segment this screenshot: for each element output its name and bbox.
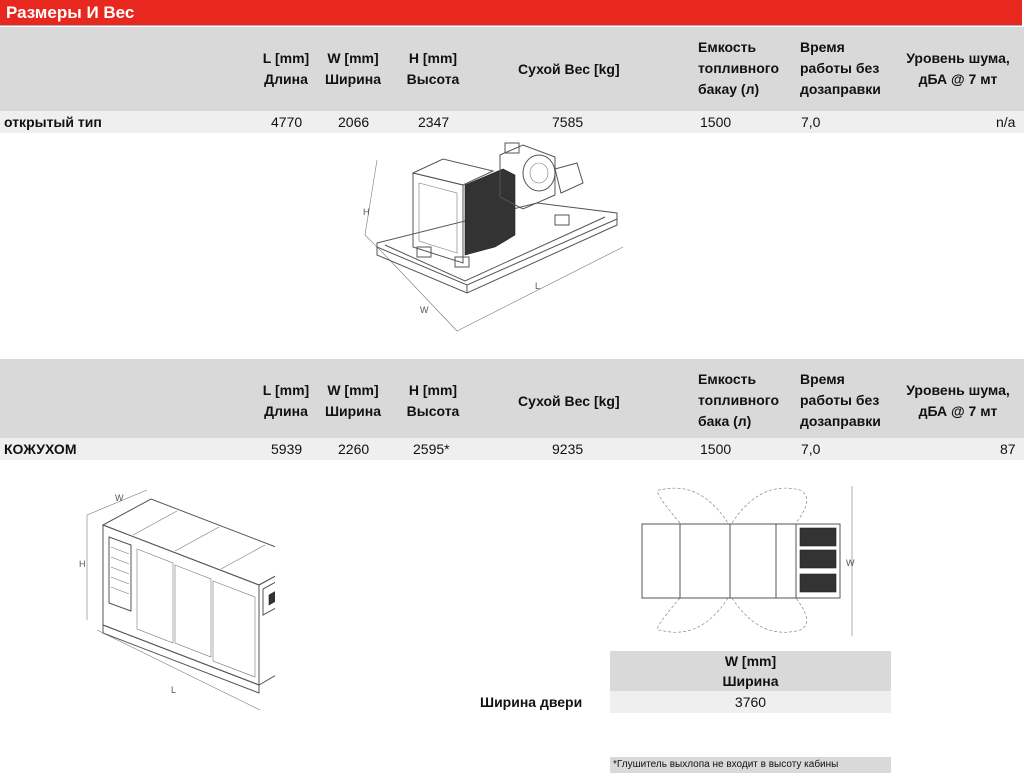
header-runtime: Время работы без дозаправки bbox=[800, 39, 881, 97]
cell-width: 2260 bbox=[338, 441, 370, 457]
footnote: *Глушитель выхлопа не входит в высоту кабины bbox=[610, 757, 891, 773]
top-view-width-dim-label: W bbox=[846, 558, 855, 568]
cell-width: 2066 bbox=[338, 114, 370, 130]
door-width-label: Ширина двери bbox=[480, 694, 583, 710]
header-width: W [mm] Ширина bbox=[324, 50, 382, 87]
cell-weight: 7585 bbox=[552, 114, 584, 130]
header-width: W [mm] Ширина bbox=[324, 382, 382, 419]
canopy-length-dim-label: L bbox=[171, 685, 177, 695]
canopy-width-dim-label: W bbox=[115, 493, 124, 503]
cell-weight: 9235 bbox=[552, 441, 584, 457]
cell-noise: n/a bbox=[996, 114, 1016, 130]
header-length: L [mm] Длина bbox=[262, 50, 310, 87]
header-length: L [mm] Длина bbox=[262, 382, 310, 419]
table-header-open bbox=[0, 27, 1024, 111]
cell-length: 4770 bbox=[271, 114, 303, 130]
cell-fuel: 1500 bbox=[700, 114, 732, 130]
header-noise: Уровень шума, дБА @ 7 мт bbox=[906, 382, 1010, 419]
row-label: открытый тип bbox=[4, 114, 102, 130]
length-dim-label: L bbox=[535, 281, 541, 291]
canopy-height-dim-label: H bbox=[79, 559, 86, 569]
cell-length: 5939 bbox=[271, 441, 303, 457]
height-dim-label: H bbox=[363, 207, 370, 217]
door-width-header: W [mm] Ширина bbox=[610, 651, 891, 691]
cell-height: 2347 bbox=[418, 114, 450, 130]
canopy-generator-drawing bbox=[75, 485, 275, 730]
door-width-value: 3760 bbox=[610, 691, 891, 713]
cell-fuel: 1500 bbox=[700, 441, 732, 457]
header-fuel-capacity: Емкость топливного бака (л) bbox=[698, 371, 779, 429]
header-runtime: Время работы без дозаправки bbox=[800, 371, 881, 429]
header-noise: Уровень шума, дБА @ 7 мт bbox=[906, 50, 1010, 87]
table-row-open bbox=[0, 111, 1024, 133]
table-row-canopy bbox=[0, 438, 1024, 460]
cell-runtime: 7,0 bbox=[801, 441, 821, 457]
open-generator-drawing bbox=[355, 135, 630, 340]
cell-runtime: 7,0 bbox=[801, 114, 821, 130]
section-title: Размеры И Вес bbox=[0, 0, 1022, 26]
header-height: H [mm] Высота bbox=[406, 382, 460, 419]
cell-height: 2595* bbox=[413, 441, 450, 457]
header-dry-weight: Сухой Вес [kg] bbox=[518, 61, 620, 77]
row-label: КОЖУХОМ bbox=[4, 441, 77, 457]
header-fuel-capacity: Емкость топливного бакау (л) bbox=[698, 39, 779, 97]
width-dim-label: W bbox=[420, 305, 429, 315]
table-header-canopy bbox=[0, 359, 1024, 443]
header-dry-weight: Сухой Вес [kg] bbox=[518, 393, 620, 409]
header-height: H [mm] Высота bbox=[406, 50, 460, 87]
canopy-top-view-drawing bbox=[620, 478, 860, 643]
cell-noise: 87 bbox=[1000, 441, 1016, 457]
